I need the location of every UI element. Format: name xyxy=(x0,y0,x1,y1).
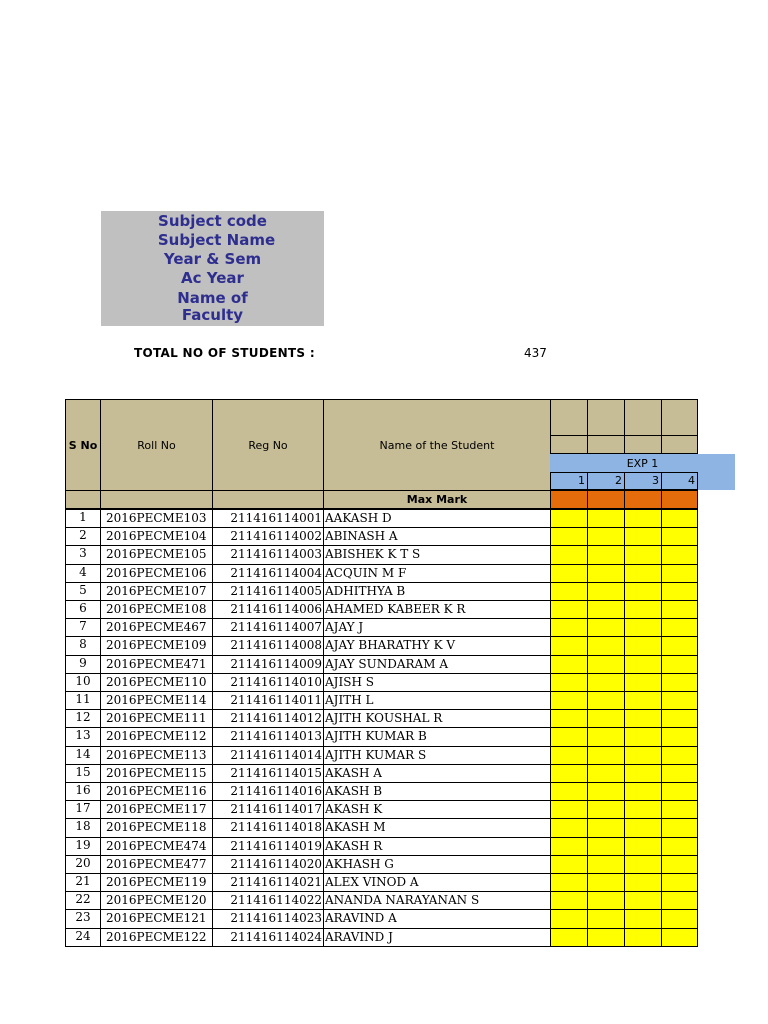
mark-entry-cell-3[interactable] xyxy=(624,600,662,619)
mark-entry-cell-1[interactable] xyxy=(550,764,588,783)
mark-entry-cell-1[interactable] xyxy=(550,855,588,874)
maxmark-sno-cell xyxy=(65,490,101,509)
row-sno: 16 xyxy=(65,782,101,801)
mark-entry-cell-1[interactable] xyxy=(550,800,588,819)
total-students-label: TOTAL NO OF STUDENTS : xyxy=(134,346,315,360)
row-reg-no: 211416114006 xyxy=(212,600,324,619)
mark-entry-cell-2[interactable] xyxy=(587,709,625,728)
mark-entry-cell-3[interactable] xyxy=(624,509,662,528)
row-reg-no: 211416114008 xyxy=(212,636,324,656)
row-reg-no: 211416114001 xyxy=(212,509,324,528)
mark-entry-cell-2[interactable] xyxy=(587,928,625,947)
mark-entry-cell-1[interactable] xyxy=(550,782,588,801)
row-student-name: AAKASH D xyxy=(323,509,551,528)
mark-entry-cell-2[interactable] xyxy=(587,618,625,637)
row-roll-no: 2016PECME118 xyxy=(100,818,213,838)
row-student-name: AJAY J xyxy=(323,618,551,637)
maxmark-roll-cell xyxy=(100,490,213,509)
row-reg-no: 211416114017 xyxy=(212,800,324,819)
row-reg-no: 211416114022 xyxy=(212,891,324,910)
mark-entry-cell-4[interactable] xyxy=(661,727,698,747)
row-reg-no: 211416114010 xyxy=(212,673,324,692)
row-roll-no: 2016PECME120 xyxy=(100,891,213,910)
row-reg-no: 211416114002 xyxy=(212,527,324,546)
mark-entry-cell-3[interactable] xyxy=(624,673,662,692)
mark-entry-cell-3[interactable] xyxy=(624,746,662,765)
exp-col-3: 3 xyxy=(624,472,662,490)
mark-entry-cell-4[interactable] xyxy=(661,582,698,601)
mark-entry-cell-3[interactable] xyxy=(624,527,662,546)
mark-entry-cell-3[interactable] xyxy=(624,545,662,565)
mark-entry-cell-2[interactable] xyxy=(587,818,625,838)
row-roll-no: 2016PECME116 xyxy=(100,782,213,801)
mark-entry-cell-3[interactable] xyxy=(624,891,662,910)
row-sno: 18 xyxy=(65,818,101,838)
mark-entry-cell-4[interactable] xyxy=(661,527,698,546)
row-student-name: ABISHEK K T S xyxy=(323,545,551,565)
row-sno: 10 xyxy=(65,673,101,692)
mark-entry-cell-4[interactable] xyxy=(661,564,698,583)
mark-entry-cell-3[interactable] xyxy=(624,800,662,819)
mark-entry-cell-1[interactable] xyxy=(550,837,588,856)
row-roll-no: 2016PECME115 xyxy=(100,764,213,783)
mark-entry-cell-3[interactable] xyxy=(624,582,662,601)
mark-entry-cell-4[interactable] xyxy=(661,909,698,929)
course-info-box xyxy=(101,211,324,326)
row-student-name: AJITH KOUSHAL R xyxy=(323,709,551,728)
row-student-name: ABINASH A xyxy=(323,527,551,546)
row-roll-no: 2016PECME108 xyxy=(100,600,213,619)
row-sno: 1 xyxy=(65,509,101,528)
mark-entry-cell-4[interactable] xyxy=(661,673,698,692)
row-sno: 22 xyxy=(65,891,101,910)
exp-band-extension xyxy=(698,472,735,490)
faculty-label: Name of Faculty xyxy=(177,289,248,324)
mark-entry-cell-1[interactable] xyxy=(550,691,588,710)
row-reg-no: 211416114004 xyxy=(212,564,324,583)
max-mark-input-3[interactable] xyxy=(624,490,662,509)
mark-entry-cell-2[interactable] xyxy=(587,600,625,619)
mark-entry-cell-3[interactable] xyxy=(624,782,662,801)
mark-entry-cell-2[interactable] xyxy=(587,909,625,929)
mark-entry-cell-3[interactable] xyxy=(624,837,662,856)
mark-entry-cell-1[interactable] xyxy=(550,727,588,747)
mark-entry-cell-3[interactable] xyxy=(624,928,662,947)
mark-entry-cell-1[interactable] xyxy=(550,928,588,947)
mark-entry-cell-4[interactable] xyxy=(661,618,698,637)
mark-entry-cell-1[interactable] xyxy=(550,746,588,765)
mark-entry-cell-1[interactable] xyxy=(550,873,588,892)
mark-entry-cell-1[interactable] xyxy=(550,655,588,674)
mark-entry-cell-1[interactable] xyxy=(550,909,588,929)
row-student-name: AJAY BHARATHY K V xyxy=(323,636,551,656)
row-reg-no: 211416114023 xyxy=(212,909,324,929)
mark-entry-cell-1[interactable] xyxy=(550,509,588,528)
mark-entry-cell-2[interactable] xyxy=(587,764,625,783)
row-student-name: AKHASH G xyxy=(323,855,551,874)
exp-header-top-4 xyxy=(661,399,698,436)
mark-entry-cell-4[interactable] xyxy=(661,545,698,565)
exp-col-4: 4 xyxy=(661,472,698,490)
mark-entry-cell-1[interactable] xyxy=(550,709,588,728)
row-student-name: AKASH M xyxy=(323,818,551,838)
row-sno: 11 xyxy=(65,691,101,710)
row-roll-no: 2016PECME114 xyxy=(100,691,213,710)
subject-code-label: Subject code xyxy=(158,212,267,230)
ac-year-label: Ac Year xyxy=(181,269,244,287)
mark-entry-cell-2[interactable] xyxy=(587,545,625,565)
mark-entry-cell-2[interactable] xyxy=(587,891,625,910)
row-reg-no: 211416114020 xyxy=(212,855,324,874)
row-student-name: ACQUIN M F xyxy=(323,564,551,583)
mark-entry-cell-2[interactable] xyxy=(587,655,625,674)
mark-entry-cell-3[interactable] xyxy=(624,709,662,728)
mark-entry-cell-2[interactable] xyxy=(587,873,625,892)
row-sno: 2 xyxy=(65,527,101,546)
mark-entry-cell-4[interactable] xyxy=(661,746,698,765)
year-sem-label: Year & Sem xyxy=(163,250,262,268)
mark-entry-cell-4[interactable] xyxy=(661,764,698,783)
mark-entry-cell-1[interactable] xyxy=(550,564,588,583)
row-reg-no: 211416114024 xyxy=(212,928,324,947)
mark-entry-cell-1[interactable] xyxy=(550,818,588,838)
row-student-name: AJISH S xyxy=(323,673,551,692)
row-reg-no: 211416114003 xyxy=(212,545,324,565)
mark-entry-cell-2[interactable] xyxy=(587,636,625,656)
mark-entry-cell-4[interactable] xyxy=(661,837,698,856)
row-reg-no: 211416114007 xyxy=(212,618,324,637)
mark-entry-cell-2[interactable] xyxy=(587,727,625,747)
mark-entry-cell-3[interactable] xyxy=(624,727,662,747)
header-student-name: Name of the Student xyxy=(323,399,551,491)
row-roll-no: 2016PECME109 xyxy=(100,636,213,656)
mark-entry-cell-2[interactable] xyxy=(587,855,625,874)
exp-header-top-2 xyxy=(587,399,625,436)
row-student-name: AJAY SUNDARAM A xyxy=(323,655,551,674)
mark-entry-cell-1[interactable] xyxy=(550,527,588,546)
row-roll-no: 2016PECME106 xyxy=(100,564,213,583)
mark-entry-cell-4[interactable] xyxy=(661,855,698,874)
mark-entry-cell-4[interactable] xyxy=(661,928,698,947)
row-sno: 9 xyxy=(65,655,101,674)
max-mark-input-1[interactable] xyxy=(550,490,588,509)
row-roll-no: 2016PECME107 xyxy=(100,582,213,601)
mark-entry-cell-1[interactable] xyxy=(550,636,588,656)
row-sno: 15 xyxy=(65,764,101,783)
row-sno: 19 xyxy=(65,837,101,856)
exp-header-top-1 xyxy=(550,399,588,436)
row-student-name: ALEX VINOD A xyxy=(323,873,551,892)
row-roll-no: 2016PECME103 xyxy=(100,509,213,528)
row-student-name: AKASH K xyxy=(323,800,551,819)
row-reg-no: 211416114014 xyxy=(212,746,324,765)
mark-entry-cell-1[interactable] xyxy=(550,673,588,692)
exp-1-band: EXP 1 xyxy=(550,454,735,473)
row-sno: 14 xyxy=(65,746,101,765)
mark-entry-cell-1[interactable] xyxy=(550,600,588,619)
row-reg-no: 211416114005 xyxy=(212,582,324,601)
mark-entry-cell-2[interactable] xyxy=(587,782,625,801)
row-student-name: AJITH L xyxy=(323,691,551,710)
mark-entry-cell-2[interactable] xyxy=(587,527,625,546)
mark-entry-cell-3[interactable] xyxy=(624,818,662,838)
row-roll-no: 2016PECME104 xyxy=(100,527,213,546)
row-sno: 24 xyxy=(65,928,101,947)
mark-entry-cell-2[interactable] xyxy=(587,837,625,856)
row-student-name: AHAMED KABEER K R xyxy=(323,600,551,619)
row-reg-no: 211416114015 xyxy=(212,764,324,783)
row-roll-no: 2016PECME471 xyxy=(100,655,213,674)
row-reg-no: 211416114012 xyxy=(212,709,324,728)
mark-entry-cell-3[interactable] xyxy=(624,564,662,583)
row-roll-no: 2016PECME112 xyxy=(100,727,213,747)
row-reg-no: 211416114019 xyxy=(212,837,324,856)
row-roll-no: 2016PECME105 xyxy=(100,545,213,565)
mark-entry-cell-2[interactable] xyxy=(587,746,625,765)
row-sno: 21 xyxy=(65,873,101,892)
row-sno: 17 xyxy=(65,800,101,819)
row-sno: 4 xyxy=(65,564,101,583)
mark-entry-cell-4[interactable] xyxy=(661,891,698,910)
row-sno: 12 xyxy=(65,709,101,728)
exp-header-mid-1 xyxy=(550,435,588,454)
row-reg-no: 211416114018 xyxy=(212,818,324,838)
mark-entry-cell-4[interactable] xyxy=(661,873,698,892)
row-reg-no: 211416114021 xyxy=(212,873,324,892)
row-sno: 13 xyxy=(65,727,101,747)
mark-entry-cell-3[interactable] xyxy=(624,855,662,874)
exp-header-mid-3 xyxy=(624,435,662,454)
mark-entry-cell-2[interactable] xyxy=(587,800,625,819)
row-sno: 6 xyxy=(65,600,101,619)
mark-entry-cell-1[interactable] xyxy=(550,891,588,910)
row-student-name: ARAVIND A xyxy=(323,909,551,929)
mark-entry-cell-3[interactable] xyxy=(624,909,662,929)
row-roll-no: 2016PECME474 xyxy=(100,837,213,856)
mark-entry-cell-1[interactable] xyxy=(550,545,588,565)
row-roll-no: 2016PECME110 xyxy=(100,673,213,692)
row-student-name: ARAVIND J xyxy=(323,928,551,947)
row-roll-no: 2016PECME117 xyxy=(100,800,213,819)
row-roll-no: 2016PECME122 xyxy=(100,928,213,947)
header-sno: S No xyxy=(65,399,101,491)
exp-col-1: 1 xyxy=(550,472,588,490)
exp-col-2: 2 xyxy=(587,472,625,490)
mark-entry-cell-4[interactable] xyxy=(661,509,698,528)
exp-header-mid-4 xyxy=(661,435,698,454)
row-reg-no: 211416114009 xyxy=(212,655,324,674)
subject-name-label: Subject Name xyxy=(157,231,276,249)
mark-entry-cell-1[interactable] xyxy=(550,582,588,601)
row-student-name: AKASH B xyxy=(323,782,551,801)
mark-entry-cell-3[interactable] xyxy=(624,636,662,656)
header-roll-no: Roll No xyxy=(100,399,213,491)
row-sno: 3 xyxy=(65,545,101,565)
mark-entry-cell-3[interactable] xyxy=(624,655,662,674)
mark-entry-cell-2[interactable] xyxy=(587,509,625,528)
max-mark-label: Max Mark xyxy=(323,490,551,509)
mark-entry-cell-4[interactable] xyxy=(661,709,698,728)
mark-entry-cell-4[interactable] xyxy=(661,782,698,801)
row-roll-no: 2016PECME113 xyxy=(100,746,213,765)
mark-entry-cell-3[interactable] xyxy=(624,764,662,783)
row-reg-no: 211416114013 xyxy=(212,727,324,747)
mark-entry-cell-2[interactable] xyxy=(587,673,625,692)
row-sno: 23 xyxy=(65,909,101,929)
row-sno: 8 xyxy=(65,636,101,656)
mark-entry-cell-4[interactable] xyxy=(661,818,698,838)
row-reg-no: 211416114011 xyxy=(212,691,324,710)
row-student-name: ANANDA NARAYANAN S xyxy=(323,891,551,910)
mark-entry-cell-3[interactable] xyxy=(624,873,662,892)
row-roll-no: 2016PECME121 xyxy=(100,909,213,929)
mark-entry-cell-4[interactable] xyxy=(661,636,698,656)
row-student-name: AJITH KUMAR B xyxy=(323,727,551,747)
mark-entry-cell-2[interactable] xyxy=(587,691,625,710)
row-sno: 5 xyxy=(65,582,101,601)
mark-entry-cell-1[interactable] xyxy=(550,618,588,637)
mark-entry-cell-2[interactable] xyxy=(587,564,625,583)
exp-header-mid-2 xyxy=(587,435,625,454)
mark-entry-cell-2[interactable] xyxy=(587,582,625,601)
mark-entry-cell-4[interactable] xyxy=(661,800,698,819)
row-roll-no: 2016PECME119 xyxy=(100,873,213,892)
row-sno: 7 xyxy=(65,618,101,637)
row-roll-no: 2016PECME467 xyxy=(100,618,213,637)
header-reg-no: Reg No xyxy=(212,399,324,491)
row-student-name: AKASH R xyxy=(323,837,551,856)
max-mark-input-4[interactable] xyxy=(661,490,698,509)
exp-header-top-3 xyxy=(624,399,662,436)
row-sno: 20 xyxy=(65,855,101,874)
maxmark-reg-cell xyxy=(212,490,324,509)
total-students-value: 437 xyxy=(524,346,547,360)
mark-entry-cell-4[interactable] xyxy=(661,691,698,710)
row-student-name: ADHITHYA B xyxy=(323,582,551,601)
max-mark-input-2[interactable] xyxy=(587,490,625,509)
mark-entry-cell-4[interactable] xyxy=(661,600,698,619)
mark-entry-cell-3[interactable] xyxy=(624,691,662,710)
row-roll-no: 2016PECME477 xyxy=(100,855,213,874)
row-roll-no: 2016PECME111 xyxy=(100,709,213,728)
mark-entry-cell-4[interactable] xyxy=(661,655,698,674)
mark-entry-cell-3[interactable] xyxy=(624,618,662,637)
row-reg-no: 211416114016 xyxy=(212,782,324,801)
row-student-name: AJITH KUMAR S xyxy=(323,746,551,765)
row-student-name: AKASH A xyxy=(323,764,551,783)
